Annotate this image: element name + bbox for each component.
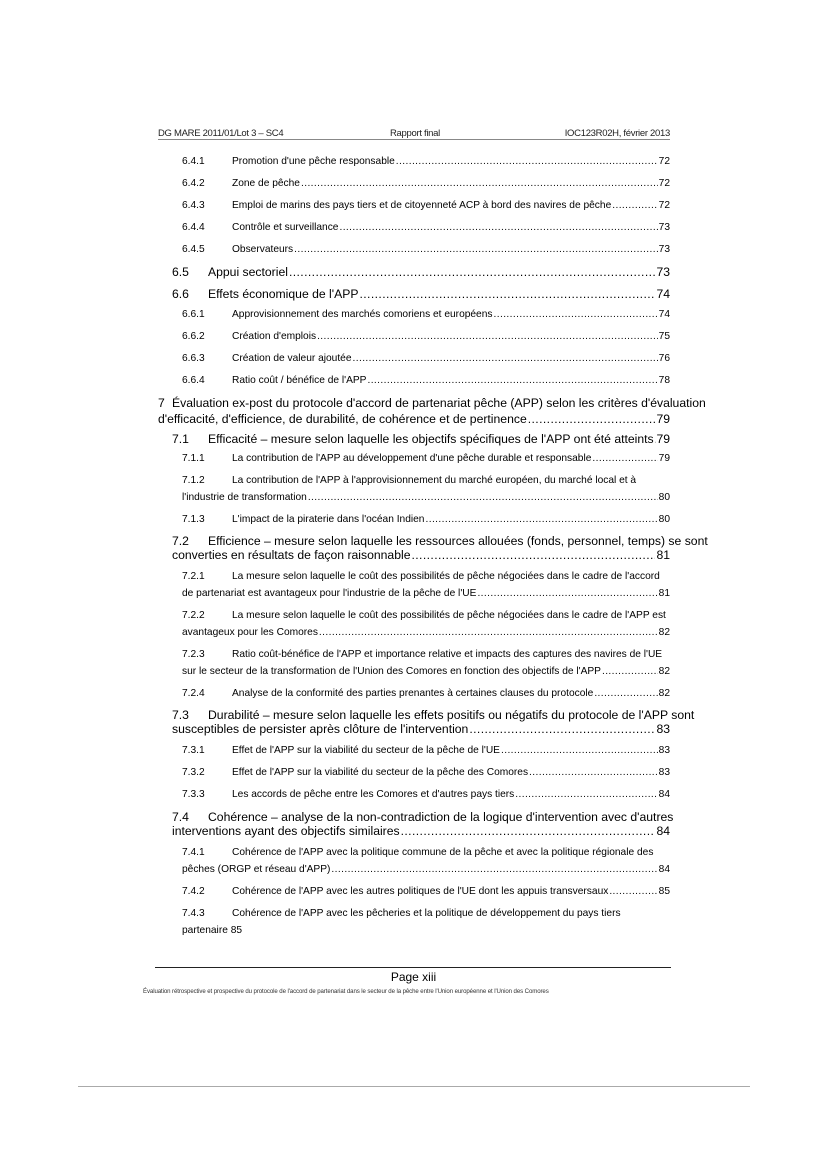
toc-leader xyxy=(308,492,658,503)
toc-leader xyxy=(411,548,655,562)
toc-entry-7-1-2[interactable] xyxy=(158,475,670,503)
toc-title-line2: d'efficacité, d'efficience, de durabilité, de cohérence et de pertinence xyxy=(158,412,527,426)
toc-leader xyxy=(331,864,657,875)
toc-leader xyxy=(469,722,655,736)
toc-title-line2: partenaire 85 xyxy=(182,925,243,936)
toc-page: 81 xyxy=(656,548,670,562)
footer-note: Évaluation rétrospective et prospective du protocole de l'accord de partenariat dans le secteur de la pêche entre l'Union européenne et l'Union des Comores xyxy=(143,988,549,995)
toc-leader xyxy=(528,411,656,427)
toc-leader xyxy=(294,244,658,255)
toc-page: 82 xyxy=(658,666,670,677)
toc-page: 79 xyxy=(658,453,670,464)
toc-title: Effet de l'APP sur la viabilité du secteur de la pêche des Comores xyxy=(232,767,529,778)
toc-page: 84 xyxy=(658,864,670,875)
toc-leader xyxy=(655,432,656,446)
toc-title-line2: l'industrie de transformation xyxy=(182,492,307,503)
page-number: Page xiii xyxy=(390,970,437,984)
toc-leader xyxy=(501,745,658,756)
toc-number: 6.6.3 xyxy=(182,353,205,364)
toc-number: 6.6 xyxy=(172,287,189,301)
toc-leader xyxy=(317,331,658,342)
toc-leader xyxy=(367,375,657,386)
toc-page: 79 xyxy=(656,432,670,446)
toc-page: 84 xyxy=(656,824,670,838)
toc-number: 7.1.3 xyxy=(182,514,205,525)
toc-entry-6-6-4[interactable] xyxy=(158,375,670,386)
toc-page: 78 xyxy=(658,375,670,386)
toc-leader xyxy=(301,178,658,189)
toc-number: 6.4.1 xyxy=(182,156,205,167)
toc-number: 7.1 xyxy=(172,432,189,446)
toc-entry-6-4-1[interactable] xyxy=(158,156,670,167)
toc-title-line1: Cohérence de l'APP avec la politique commune de la pêche et avec la politique régionale des xyxy=(232,847,654,858)
toc-title-line2: pêches (ORGP et réseau d'APP) xyxy=(182,864,331,875)
toc-page: 79 xyxy=(656,412,670,426)
toc-entry-7-2-4[interactable] xyxy=(158,688,670,699)
toc-title-line1: Ratio coût-bénéfice de l'APP et importance relative et impacts des captures des navires de l'UE xyxy=(232,649,663,660)
toc-number: 6.6.2 xyxy=(182,331,205,342)
toc-leader xyxy=(425,514,657,525)
toc-page: 80 xyxy=(658,492,670,503)
toc-leader xyxy=(339,222,657,233)
toc-page: 82 xyxy=(658,688,670,699)
toc-title-line1: Durabilité – mesure selon laquelle les effets positifs ou négatifs du protocole de l'APP sont xyxy=(208,708,695,722)
toc-entry-6-6[interactable] xyxy=(158,287,670,301)
toc-entry-7-1-1[interactable] xyxy=(158,453,670,464)
toc-leader xyxy=(494,309,658,320)
toc-entry-7-4-1[interactable] xyxy=(158,847,670,875)
toc-page: 72 xyxy=(658,178,670,189)
toc-entry-7-2-1[interactable] xyxy=(158,571,670,599)
toc-title: Cohérence de l'APP avec les autres politiques de l'UE dont les appuis transversaux xyxy=(232,886,609,897)
page-separator xyxy=(78,1086,750,1087)
toc-entry-6-4-5[interactable] xyxy=(158,244,670,255)
toc-page: 83 xyxy=(658,745,670,756)
toc-entry-6-4-2[interactable] xyxy=(158,178,670,189)
toc-title-line1: La mesure selon laquelle le coût des possibilités de pêche négociées dans le cadre de l'APP est xyxy=(232,610,666,621)
header-left: DG MARE 2011/01/Lot 3 – SC4 xyxy=(158,128,284,139)
toc-title: Effets économique de l'APP xyxy=(208,287,359,301)
toc-entry-7-2[interactable] xyxy=(158,534,708,562)
toc-number: 7.1.2 xyxy=(182,475,205,486)
toc-leader xyxy=(289,265,655,279)
toc-page: 72 xyxy=(658,200,670,211)
toc-leader xyxy=(594,688,657,699)
toc-title: Analyse de la conformité des parties prenantes à certaines clauses du protocole xyxy=(232,688,594,699)
toc-title-line1: Efficience – mesure selon laquelle les ressources allouées (fonds, personnel, temps) se sont xyxy=(208,534,708,548)
toc-title: Promotion d'une pêche responsable xyxy=(232,156,395,167)
toc-entry-7-2-2[interactable] xyxy=(158,610,670,638)
toc-leader xyxy=(353,353,658,364)
toc-number: 6.4.4 xyxy=(182,222,205,233)
toc-entry-6-6-1[interactable] xyxy=(158,309,670,320)
toc-title-line2: sur le secteur de la transformation de l'Union des Comores en fonction des objectifs de l'APP xyxy=(182,666,601,677)
footer-rule xyxy=(155,967,671,968)
toc-page: 72 xyxy=(658,156,670,167)
toc-number: 7.2.4 xyxy=(182,688,205,699)
toc-title: Observateurs xyxy=(232,244,294,255)
toc-number: 7.4 xyxy=(172,810,189,824)
toc-title-line1: La mesure selon laquelle le coût des possibilités de pêche négociées dans le cadre de l'accord xyxy=(232,571,660,582)
toc-entry-7-1[interactable] xyxy=(158,432,670,446)
toc-entry-7-3-3[interactable] xyxy=(158,789,670,800)
toc-number: 6.6.1 xyxy=(182,309,205,320)
toc-entry-7-3[interactable] xyxy=(158,708,695,736)
toc-title-line1: Cohérence – analyse de la non-contradiction de la logique d'intervention avec d'autres xyxy=(208,810,674,824)
toc-page: 83 xyxy=(656,722,670,736)
toc-title: Efficacité – mesure selon laquelle les objectifs spécifiques de l'APP ont été atteints xyxy=(208,432,654,446)
toc-title: Approvisionnement des marchés comoriens et européens xyxy=(232,309,493,320)
toc-title-line2: converties en résultats de façon raisonnable xyxy=(172,548,411,562)
toc-leader xyxy=(401,824,656,838)
toc-leader xyxy=(612,200,657,211)
toc-page: 76 xyxy=(658,353,670,364)
toc-number: 6.4.2 xyxy=(182,178,205,189)
toc-page: 80 xyxy=(658,514,670,525)
running-header xyxy=(158,128,670,138)
toc-page: 74 xyxy=(656,287,670,301)
toc-number: 7.3 xyxy=(172,708,189,722)
toc-entry-7-2-3[interactable] xyxy=(158,649,670,677)
toc-title-line1: La contribution de l'APP à l'approvisionnement du marché européen, du marché local et à xyxy=(232,475,637,486)
toc-page: 82 xyxy=(658,627,670,638)
header-rule xyxy=(158,139,670,140)
toc-leader xyxy=(602,666,658,677)
toc-title: Création d'emplois xyxy=(232,331,317,342)
header-center: Rapport final xyxy=(390,128,440,139)
toc-entry-7-4[interactable] xyxy=(158,810,674,838)
toc-title: L'impact de la piraterie dans l'océan Indien xyxy=(232,514,425,525)
toc-entry-7-4-3[interactable] xyxy=(158,908,670,936)
toc-entry-6-6-2[interactable] xyxy=(158,331,670,342)
toc-title: Ratio coût / bénéfice de l'APP xyxy=(232,375,367,386)
toc-page: 83 xyxy=(658,767,670,778)
toc-number: 6.5 xyxy=(172,265,189,279)
toc-number: 7.2 xyxy=(172,534,189,548)
toc-page: 74 xyxy=(658,309,670,320)
toc-entry-6-5[interactable] xyxy=(158,265,670,279)
toc-leader xyxy=(515,789,657,800)
toc-number: 7 xyxy=(158,396,165,410)
toc-entry-6-4-4[interactable] xyxy=(158,222,670,233)
toc-number: 6.4.5 xyxy=(182,244,205,255)
toc-entry-6-4-3[interactable] xyxy=(158,200,670,211)
toc-number: 7.2.3 xyxy=(182,649,205,660)
toc-number: 7.4.3 xyxy=(182,908,205,919)
toc-title: Les accords de pêche entre les Comores et d'autres pays tiers xyxy=(232,789,515,800)
toc-title-line1: Cohérence de l'APP avec les pêcheries et la politique de développement du pays tiers xyxy=(232,908,621,919)
toc-title: Contrôle et surveillance xyxy=(232,222,339,233)
toc-number: 7.2.1 xyxy=(182,571,205,582)
toc-title-line2: avantageux pour les Comores xyxy=(182,627,318,638)
toc-leader xyxy=(396,156,658,167)
toc-number: 6.6.4 xyxy=(182,375,205,386)
toc-title: Effet de l'APP sur la viabilité du secteur de la pêche de l'UE xyxy=(232,745,500,756)
header-right: IOC123R02H, février 2013 xyxy=(564,128,670,139)
toc-number: 6.4.3 xyxy=(182,200,205,211)
toc-title-line2: de partenariat est avantageux pour l'industrie de la pêche de l'UE xyxy=(182,588,477,599)
toc-number: 7.4.1 xyxy=(182,847,205,858)
toc-entry-7-3-2[interactable] xyxy=(158,767,670,778)
toc-title: La contribution de l'APP au développement d'une pêche durable et responsable xyxy=(232,453,592,464)
toc-number: 7.4.2 xyxy=(182,886,205,897)
toc-title: Zone de pêche xyxy=(232,178,300,189)
toc-entry-7[interactable] xyxy=(158,395,706,427)
toc-title-line2: interventions ayant des objectifs similaires xyxy=(172,824,400,838)
toc-title-line1: Évaluation ex-post du protocole d'accord de partenariat pêche (APP) selon les critères d'évaluation xyxy=(172,396,706,410)
toc-number: 7.3.3 xyxy=(182,789,205,800)
toc-page: 73 xyxy=(656,265,670,279)
toc-page: 84 xyxy=(658,789,670,800)
toc-page: 85 xyxy=(658,886,670,897)
toc-page: 73 xyxy=(658,244,670,255)
toc-title: Emploi de marins des pays tiers et de citoyenneté ACP à bord des navires de pêche xyxy=(232,200,612,211)
toc-number: 7.1.1 xyxy=(182,453,205,464)
toc-entry-7-1-3[interactable] xyxy=(158,514,670,525)
toc-leader xyxy=(319,627,658,638)
toc-leader xyxy=(529,767,658,778)
toc-page: 73 xyxy=(658,222,670,233)
toc-page: 75 xyxy=(658,331,670,342)
toc-leader xyxy=(359,287,655,301)
toc-entry-7-3-1[interactable] xyxy=(158,745,670,756)
toc-title: Appui sectoriel xyxy=(208,265,288,279)
toc-number: 7.2.2 xyxy=(182,610,205,621)
toc-title-line2: susceptibles de persister après clôture de l'intervention xyxy=(172,722,469,736)
toc-entry-6-6-3[interactable] xyxy=(158,353,670,364)
toc-number: 7.3.1 xyxy=(182,745,205,756)
toc-title: Création de valeur ajoutée xyxy=(232,353,352,364)
toc-leader xyxy=(592,453,657,464)
toc-leader xyxy=(477,588,657,599)
toc-leader xyxy=(609,886,657,897)
toc-page: 81 xyxy=(658,588,670,599)
toc-number: 7.3.2 xyxy=(182,767,205,778)
toc-entry-7-4-2[interactable] xyxy=(158,886,670,897)
